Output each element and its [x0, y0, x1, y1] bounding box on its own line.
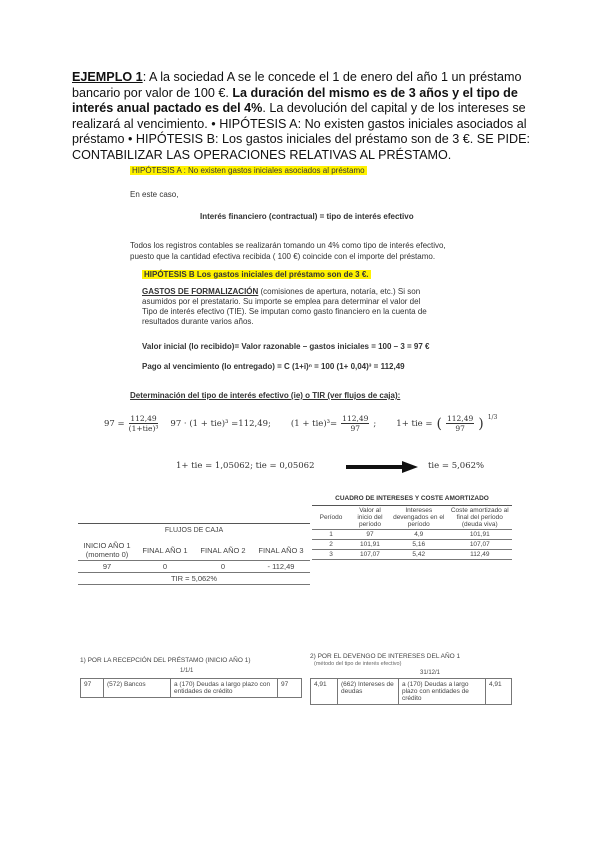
asiento-1-table: [80, 678, 302, 698]
asiento-cell: a (170) Deudas a largo plazo con entidades de crédito: [171, 679, 278, 698]
tie-result-right: tie = 5,062%: [428, 461, 485, 471]
pago-vencimiento: Pago al vencimiento (lo entregado) = C (1+i)ⁿ = 100 (1+ 0,04)³ = 112,49: [142, 362, 405, 371]
cuadro-cell: 107,07: [360, 551, 380, 558]
flujos-cell: 0: [162, 562, 168, 571]
intro-paragraph: [72, 70, 542, 163]
flujos-cell: - 112,49: [267, 562, 295, 571]
hypothesis-a-title: HIPÓTESIS A : No existen gastos iniciales asociados al préstamo: [132, 166, 365, 175]
flujos-header: FINAL AÑO 1: [142, 545, 188, 555]
asiento-cell: 4,91: [311, 679, 338, 705]
flujos-table: [78, 540, 310, 585]
fraction-3: $\frac{112,49}{97}$: [447, 414, 474, 433]
cuadro-cell: 5,42: [412, 551, 426, 558]
cuadro-table-wrap: [312, 495, 512, 560]
flujos-header: INICIO AÑO 1 (momento 0): [83, 541, 131, 559]
tie-result-left: 1+ tie = 1,05062; tie = 0,05062: [176, 461, 315, 471]
cuadro-title: CUADRO DE INTERESES Y COSTE AMORTIZADO: [335, 495, 489, 502]
cuadro-cell: 1: [329, 531, 333, 538]
example-heading: EJEMPLO 1: [72, 70, 143, 84]
intro-text-3: . La devolución del capital y de los intereses se realizará al vencimiento. • HIPÓTESIS A: No existen gastos iniciales asociados al préstamo • HIPÓTESIS B: Los gastos iniciales del préstamo son de 3 €. SE PIDE: CONTABILIZAR LAS OPERACIONES RELATIVAS AL PRÉSTAMO.: [72, 101, 530, 162]
asiento-cell: (662) Intereses de deudas: [338, 679, 399, 705]
cuadro-cell: 101,91: [360, 541, 380, 548]
cuadro-cell: 112,49: [470, 551, 490, 558]
fraction-1: $\frac{112,49}{\text{(1+tie)³}}$: [128, 414, 159, 433]
asiento-cell: (572) Bancos: [104, 679, 171, 698]
asiento-cell: a (170) Deudas a largo plazo con entidades de crédito: [399, 679, 486, 705]
asiento-cell: 97: [278, 679, 302, 698]
flujos-cell: 97: [102, 562, 112, 571]
intro-text-1: : A la sociedad A se le concede el 1 de enero del año 1 un préstamo bancario por valor de 100 €.: [72, 70, 522, 100]
flujos-cell: 0: [220, 562, 226, 571]
tie-equations: 97 = $\frac{112,49}{\text{(1+tie)³}}$ 97 · (1 + tie)³ =112,49; (1 + tie)³= $\frac{112,49}{97}$ ; 1+ tie = ( $\frac{112,49}{97}$ ) $^{1/3}$: [104, 414, 498, 433]
flujos-table-wrap: [78, 523, 310, 585]
asiento-2-table: [310, 678, 512, 705]
cuadro-cell: 97: [366, 531, 374, 538]
asiento-1-title: 1) POR LA RECEPCIÓN DEL PRÉSTAMO (INICIO AÑO 1): [80, 657, 251, 664]
hypothesis-a-line1: En este caso,: [130, 190, 179, 199]
cuadro-header: Coste amortizado al final del período (deuda viva): [450, 507, 509, 528]
flujos-header: FINAL AÑO 2: [200, 545, 246, 555]
valor-inicial: Valor inicial (lo recibido)= Valor razonable – gastos iniciales = 100 – 3 = 97 €: [142, 342, 430, 351]
fraction-2: $\frac{112,49}{97}$: [342, 414, 369, 433]
hypothesis-a-line4: puesto que la cantidad efectiva recibida ( 100 €) coincide con el importe del préstamo.: [130, 252, 436, 261]
flujos-header: FINAL AÑO 3: [258, 545, 304, 555]
asiento-2-date: 31/12/1: [420, 670, 441, 676]
cuadro-cell: 3: [329, 551, 333, 558]
cuadro-cell: 2: [329, 541, 333, 548]
flujos-title: FLUJOS DE CAJA: [164, 527, 224, 534]
asiento-2-subtitle: (método del tipo de interés efectivo): [314, 661, 402, 667]
cuadro-cell: 101,91: [469, 531, 490, 538]
cuadro-table: [312, 506, 512, 560]
tie-title: Determinación del tipo de interés efectivo (ie) o TIR (ver flujos de caja):: [130, 391, 401, 400]
hypothesis-a-line3: Todos los registros contables se realizarán tomando un 4% como tipo de interés efectivo,: [130, 241, 446, 250]
gastos-formalizacion: GASTOS DE FORMALIZACIÓN (comisiones de apertura, notaría, etc.) Si son asumidos por el prestatario. Su importe se emplea para determinar el valor del Tipo de interés efectivo (TIE). Se imputan como gasto financiero en la cuenta de resultados durante varios años.: [142, 287, 427, 326]
arrow-right-icon: [346, 461, 418, 473]
cuadro-header: Valor al inicio del período: [357, 507, 383, 528]
cuadro-header: Período: [319, 514, 343, 521]
asiento-cell: 4,91: [486, 679, 512, 705]
cuadro-header: Intereses devengados en el período: [393, 507, 445, 528]
hypothesis-a-formula: Interés financiero (contractual) = tipo de interés efectivo: [200, 212, 414, 221]
flujos-tir: TIR = 5,062%: [78, 573, 310, 585]
hypothesis-b-title: HIPÓTESIS B Los gastos iniciales del préstamo son de 3 €.: [144, 270, 369, 279]
asiento-cell: 97: [81, 679, 104, 698]
cuadro-cell: 5,16: [412, 541, 426, 548]
cuadro-cell: 107,07: [469, 541, 490, 548]
asiento-2-title: 2) POR EL DEVENGO DE INTERESES DEL AÑO 1: [310, 653, 461, 660]
intro-text-2: La duración del mismo es de 3 años y el tipo de interés anual pactado es del 4%: [72, 85, 518, 115]
cuadro-cell: 4,9: [414, 531, 424, 538]
asiento-1-date: 1/1/1: [180, 668, 194, 674]
